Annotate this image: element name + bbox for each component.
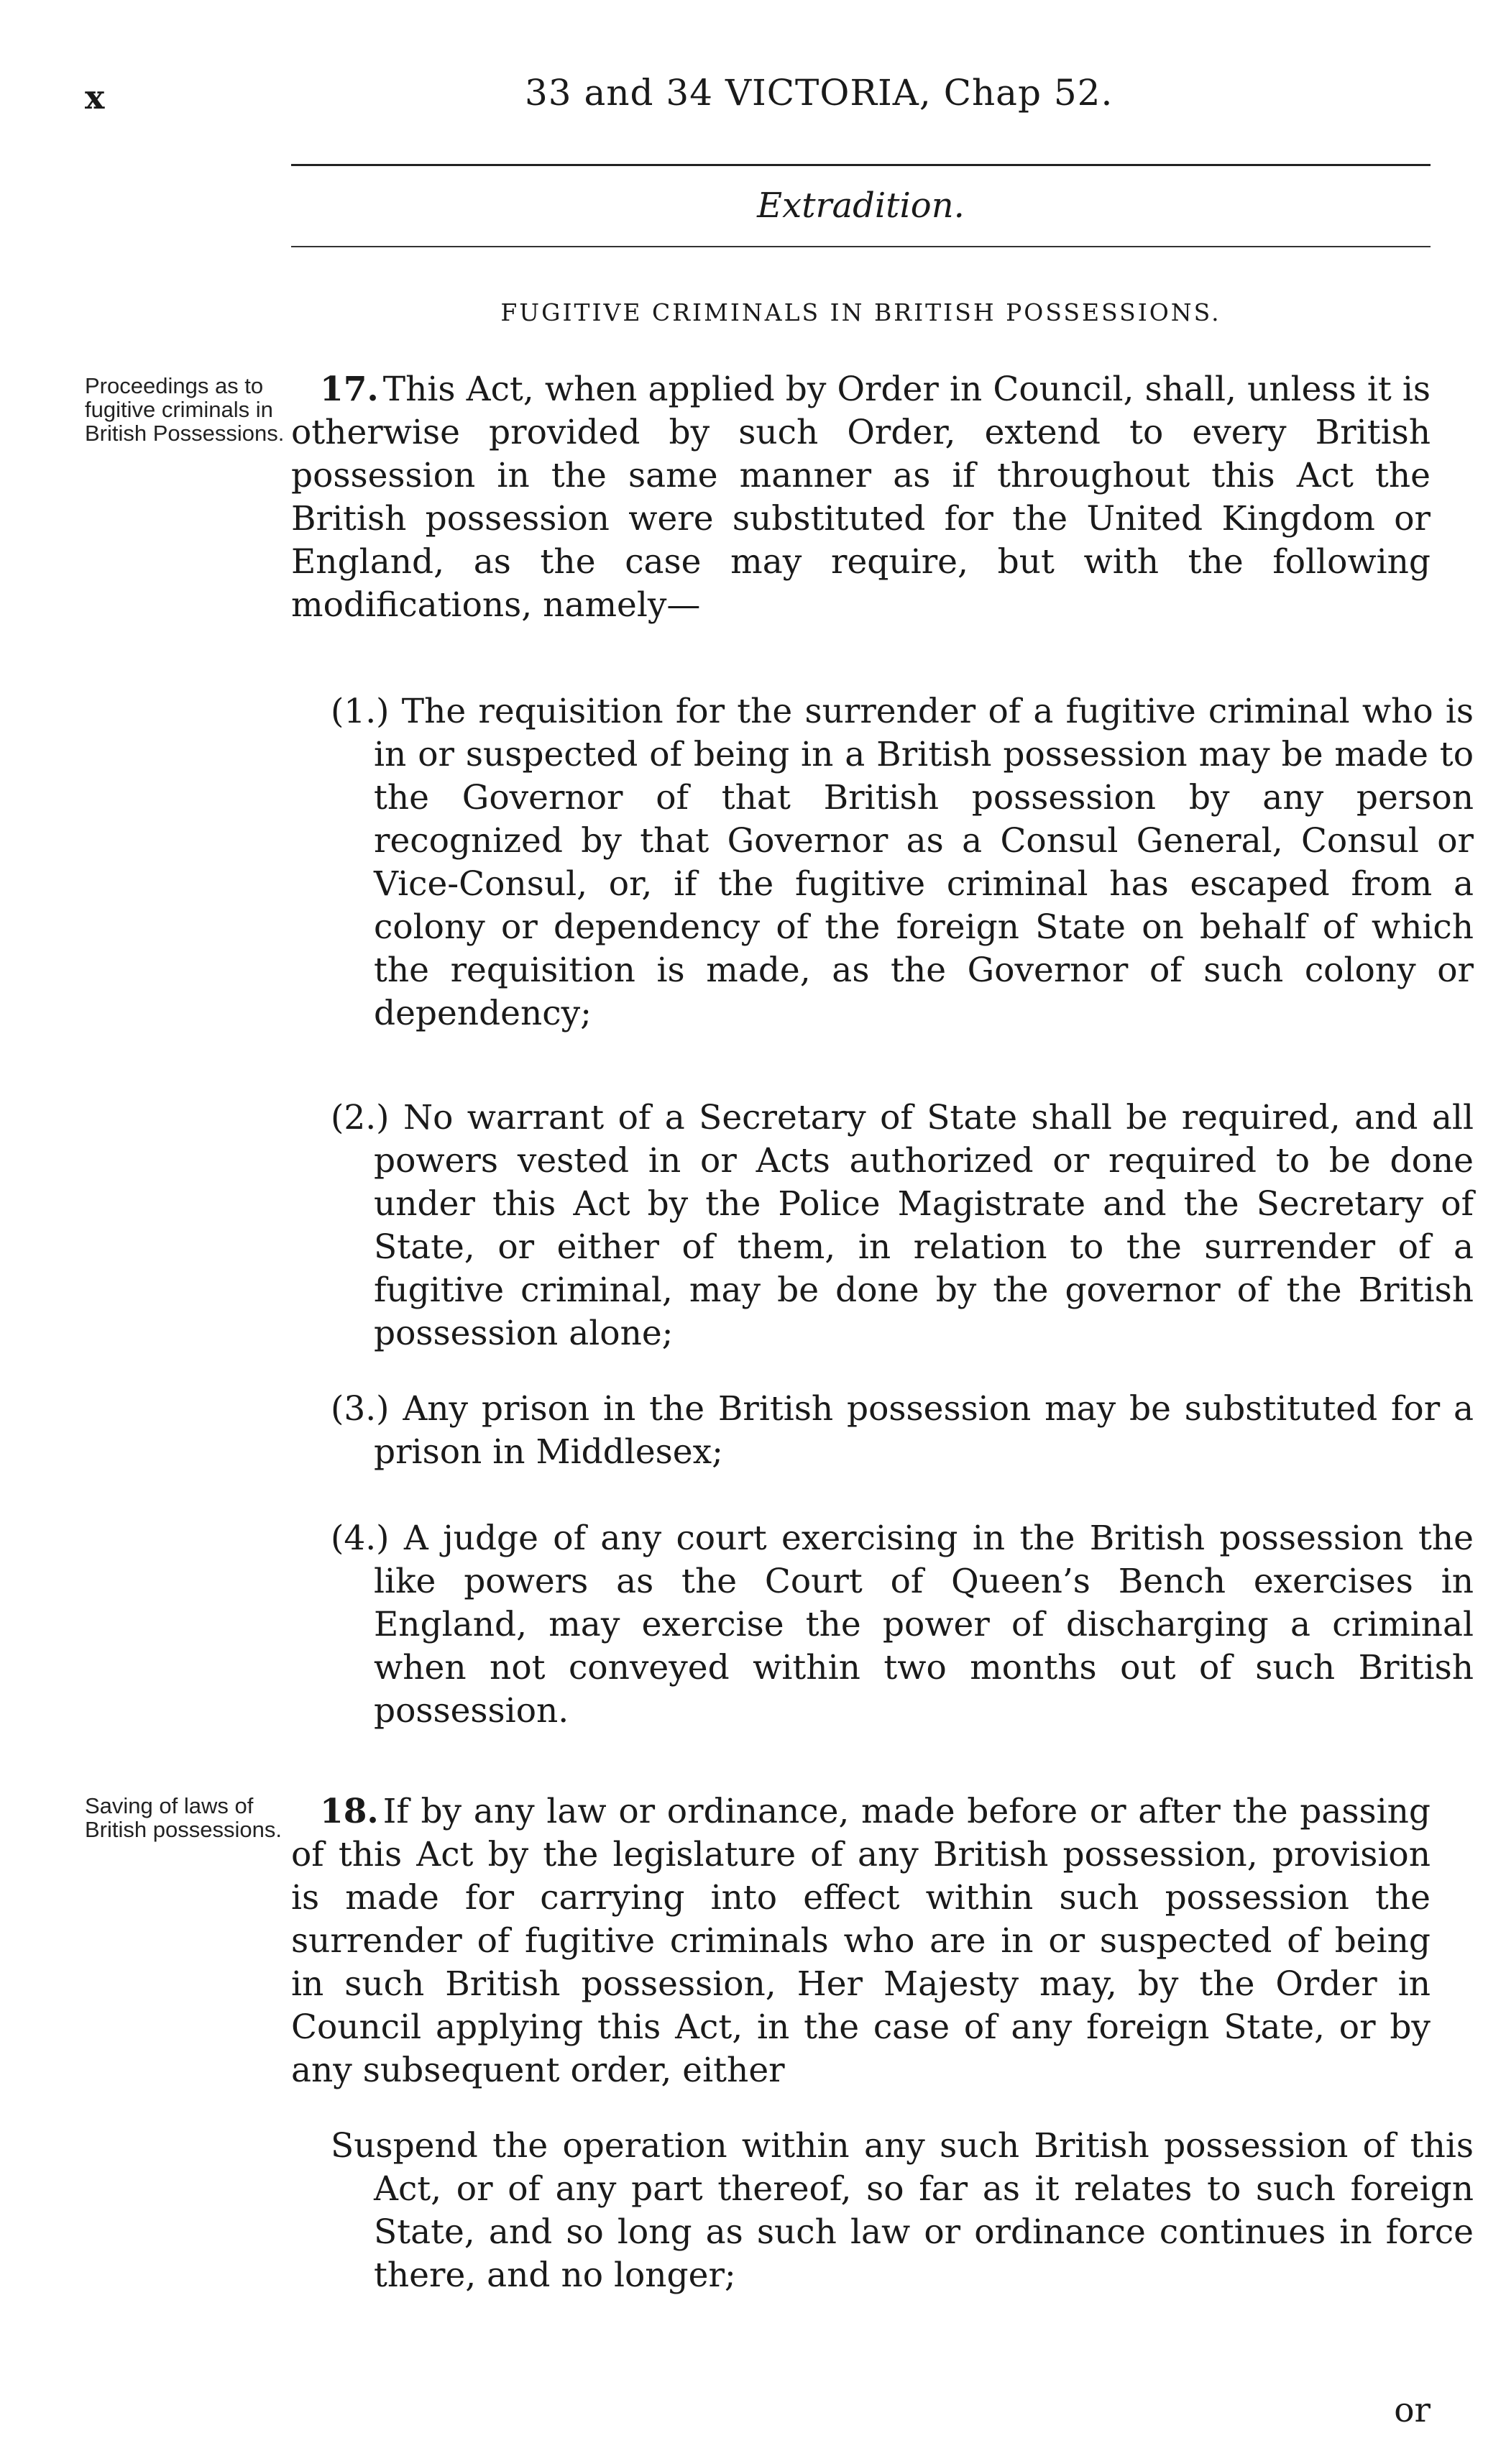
section-text: If by any law or ordinance, made before or after the passing of this Act by the legislature of any British possession, provision is made for carrying into effect within such possession the surrender of fugitive criminals who are in or suspected of being in such British possession, Her Majesty may, by the Order in Council applying this Act, in the case of any foreign State, or by any subsequent order, either [291, 1792, 1431, 2090]
running-head [0, 72, 1506, 122]
clause-2: (2.) No warrant of a Secretary of State shall be required, and all powers vested in or Acts authorized or required to be done under this Act by the Police Magistrate and the Secretary of State, or either of them, in relation to the surrender of a fugitive criminal, may be done by the governor of the British possession alone; [331, 1098, 1474, 1353]
section-group-heading: FUGITIVE CRIMINALS IN BRITISH POSSESSIONS. [500, 298, 1221, 326]
section-text: This Act, when applied by Order in Council, shall, unless it is otherwise provided by such Order, extend to every British possession in the same manner as if throughout this Act the British possession were substituted for the United Kingdom or England, as the case may require, but with the following modifications, namely— [291, 370, 1431, 625]
clause-1: (1.) The requisition for the surrender of a fugitive criminal who is in or suspected of being in a British possession may be made to the Governor of that British possession by any person recognized by that Governor as a Consul General, Consul or Vice-Consul, or, if the fugitive criminal has escaped from a colony or dependency of the foreign State on behalf of which the requisition is made, as the Governor of such colony or dependency; [331, 692, 1474, 1033]
page-folio: x [85, 78, 105, 116]
margin-note-section-18: Saving of laws of British possessions. [85, 1793, 282, 1842]
subject-title: Extradition. [757, 186, 965, 226]
clause-suspend: Suspend the operation within any such British possession of this Act, or of any part thereof, so far as it relates to such foreign State, and so long as such law or ordinance continues in force there, and no longer; [331, 2126, 1474, 2295]
catchword: or [1394, 2391, 1431, 2430]
section-17 [291, 368, 1431, 627]
section-18 [291, 1790, 1431, 2092]
clause-4: (4.) A judge of any court exercising in the British possession the like powers as the Court of Queen’s Bench exercises in England, may exercise the power of discharging a criminal when not conveyed within two months out of such British possession. [331, 1519, 1474, 1731]
section-number: 17. [320, 370, 379, 409]
section-number: 18. [320, 1792, 379, 1831]
page-title: 33 and 34 VICTORIA, Chap 52. [525, 72, 1114, 114]
margin-note-section-17: Proceedings as to fugitive criminals in British Possessions. [85, 373, 285, 446]
header-rule-bottom [291, 246, 1431, 247]
clause-3: (3.) Any prison in the British possession may be substituted for a prison in Middlesex; [331, 1389, 1474, 1472]
header-rule-top [291, 164, 1431, 166]
